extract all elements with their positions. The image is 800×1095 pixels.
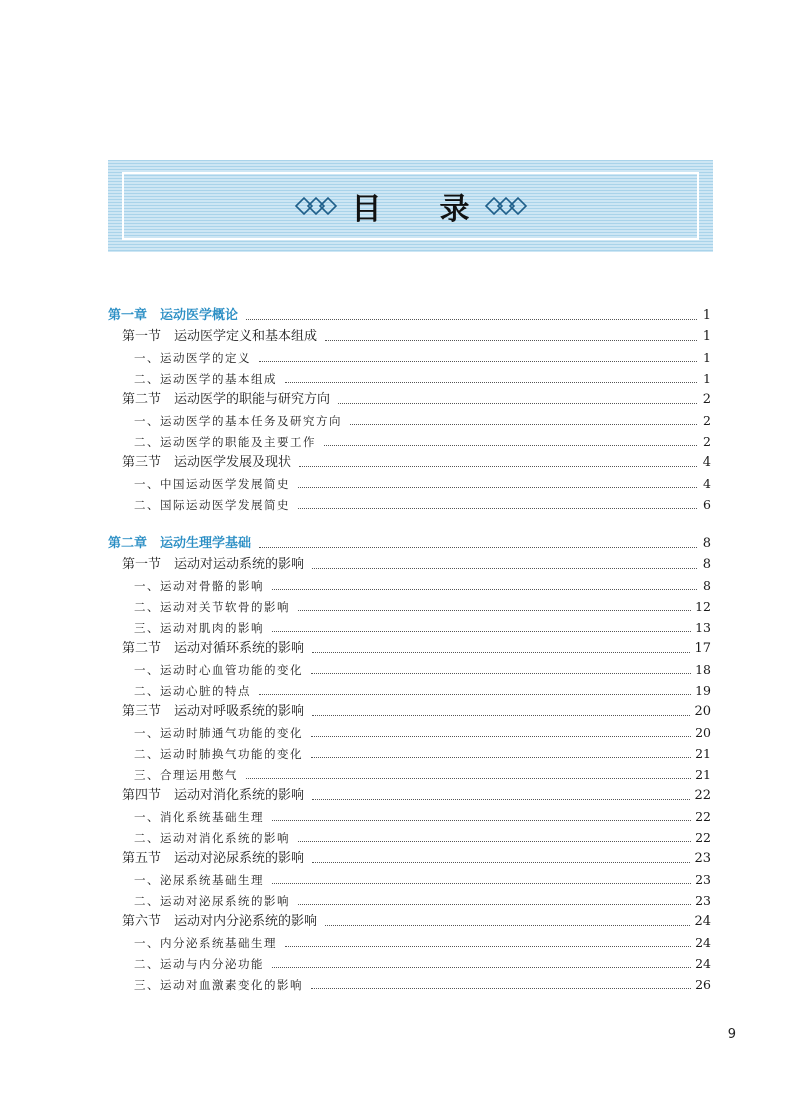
toc-entry-title: 二、运动对消化系统的影响 (134, 831, 290, 845)
toc-section-row[interactable] (122, 704, 711, 720)
dot-leader (272, 882, 691, 884)
dot-leader (285, 945, 691, 947)
dot-leader (298, 840, 691, 842)
toc-page-number: 19 (695, 683, 711, 698)
toc-item-row[interactable] (134, 434, 711, 450)
toc-page-number: 1 (702, 308, 711, 323)
toc-item-row[interactable] (134, 683, 711, 699)
toc-section-row[interactable] (122, 641, 711, 657)
toc-page-number: 21 (695, 746, 711, 761)
toc-page-number: 20 (695, 725, 711, 740)
toc-item-row[interactable] (134, 977, 711, 993)
dot-leader (272, 966, 691, 968)
dot-leader (312, 567, 697, 569)
dot-leader (259, 546, 697, 548)
dot-leader (325, 339, 697, 341)
toc-item-row[interactable] (134, 767, 711, 783)
toc-page-number: 18 (695, 662, 711, 677)
dot-leader (246, 777, 691, 779)
dot-leader (312, 651, 690, 653)
toc-entry-title: 一、中国运动医学发展简史 (134, 477, 290, 491)
dot-leader (325, 924, 690, 926)
toc-entry-title: 第三节 运动对呼吸系统的影响 (122, 704, 305, 719)
dot-leader (259, 693, 691, 695)
toc-item-row[interactable] (134, 746, 711, 762)
toc-item-row[interactable] (134, 830, 711, 846)
toc-page-number: 24 (694, 914, 711, 929)
toc-page-number: 12 (695, 599, 711, 614)
toc-item-row[interactable] (134, 872, 711, 888)
dot-leader (324, 444, 697, 446)
toc-item-row[interactable] (134, 809, 711, 825)
toc-entry-title: 二、国际运动医学发展简史 (134, 498, 290, 512)
toc-page-number: 2 (703, 434, 711, 449)
toc-page-number: 23 (695, 872, 711, 887)
dot-leader (311, 756, 691, 758)
toc-entry-title: 二、运动对泌尿系统的影响 (134, 894, 290, 908)
toc-page-number: 13 (695, 620, 711, 635)
toc-chapter-row[interactable] (108, 308, 711, 324)
toc-entry-title: 第六节 运动对内分泌系统的影响 (122, 914, 318, 929)
left-diamond-ornament (294, 195, 340, 217)
toc-item-row[interactable] (134, 413, 711, 429)
toc-entry-title: 第四节 运动对消化系统的影响 (122, 788, 305, 803)
dot-leader (311, 987, 691, 989)
toc-page-number: 22 (695, 830, 711, 845)
toc-page-number: 23 (694, 851, 711, 866)
toc-page-number: 22 (694, 788, 711, 803)
toc-entry-title: 第二节 运动对循环系统的影响 (122, 641, 305, 656)
toc-page-number: 8 (702, 536, 711, 551)
toc-entry-title: 二、运动医学的职能及主要工作 (134, 435, 316, 449)
toc-page-number: 1 (703, 350, 711, 365)
toc-item-row[interactable] (134, 371, 711, 387)
page-number: 9 (727, 1027, 736, 1042)
toc-section-row[interactable] (122, 851, 711, 867)
toc-entry-title: 三、合理运用憋气 (134, 768, 238, 782)
toc-page-number: 2 (703, 413, 711, 428)
right-diamond-ornament (482, 195, 528, 217)
dot-leader (298, 507, 697, 509)
toc-item-row[interactable] (134, 956, 711, 972)
toc-entry-title: 二、运动心脏的特点 (134, 684, 251, 698)
toc-page-number: 8 (703, 578, 711, 593)
toc-page-number: 24 (695, 935, 711, 950)
toc-page-number: 1 (702, 329, 711, 344)
toc-item-row[interactable] (134, 599, 711, 615)
toc-section-row[interactable] (122, 455, 711, 471)
dot-leader (312, 861, 690, 863)
toc-page-number: 20 (694, 704, 711, 719)
toc-item-row[interactable] (134, 662, 711, 678)
toc-entry-title: 二、运动与内分泌功能 (134, 957, 264, 971)
toc-section-row[interactable] (122, 557, 711, 573)
toc-item-row[interactable] (134, 893, 711, 909)
toc-page-number: 23 (695, 893, 711, 908)
page-title-char-1: 目 (351, 192, 382, 227)
toc-chapter-row[interactable] (108, 536, 711, 552)
toc-section-row[interactable] (122, 329, 711, 345)
toc-entry-title: 第五节 运动对泌尿系统的影响 (122, 851, 305, 866)
toc-item-row[interactable] (134, 620, 711, 636)
dot-leader (259, 360, 697, 362)
toc-entry-title: 一、运动医学的基本任务及研究方向 (134, 414, 342, 428)
toc-page-number: 24 (695, 956, 711, 971)
dot-leader (298, 903, 691, 905)
toc-entry-title: 二、运动对关节软骨的影响 (134, 600, 290, 614)
dot-leader (246, 318, 697, 320)
toc-page-number: 26 (695, 977, 711, 992)
toc-section-row[interactable] (122, 914, 711, 930)
toc-section-row[interactable] (122, 788, 711, 804)
dot-leader (312, 714, 690, 716)
toc-entry-title: 一、运动时心血管功能的变化 (134, 663, 303, 677)
toc-entry-title: 第三节 运动医学发展及现状 (122, 455, 292, 470)
toc-page-number: 22 (695, 809, 711, 824)
toc-entry-title: 第二节 运动医学的职能与研究方向 (122, 392, 331, 407)
dot-leader (350, 423, 697, 425)
toc-page-number: 1 (703, 371, 711, 386)
toc-page-number: 6 (703, 497, 711, 512)
toc-page-number: 4 (702, 455, 711, 470)
toc-entry-title: 一、运动对骨骼的影响 (134, 579, 264, 593)
dot-leader (338, 402, 697, 404)
page-title-char-2: 录 (439, 192, 470, 227)
dot-leader (311, 735, 691, 737)
toc-entry-title: 三、运动对血激素变化的影响 (134, 978, 303, 992)
toc-entry-title: 一、运动时肺通气功能的变化 (134, 726, 303, 740)
toc-entry-title: 二、运动时肺换气功能的变化 (134, 747, 303, 761)
dot-leader (272, 819, 691, 821)
toc-entry-title: 第一章 运动医学概论 (108, 308, 239, 323)
toc-entry-title: 一、运动医学的定义 (134, 351, 251, 365)
toc-entry-title: 一、内分泌系统基础生理 (134, 936, 277, 950)
dot-leader (311, 672, 691, 674)
dot-leader (272, 588, 697, 590)
title-frame (122, 172, 699, 240)
dot-leader (285, 381, 697, 383)
toc-page-number: 17 (694, 641, 711, 656)
toc-page-number: 21 (695, 767, 711, 782)
dot-leader (272, 630, 691, 632)
toc-entry-title: 一、泌尿系统基础生理 (134, 873, 264, 887)
toc-item-row[interactable] (134, 935, 711, 951)
dot-leader (299, 465, 697, 467)
toc-page-number: 4 (703, 476, 711, 491)
toc-item-row[interactable] (134, 497, 711, 513)
toc-page-number: 2 (702, 392, 711, 407)
dot-leader (312, 798, 690, 800)
dot-leader (298, 486, 697, 488)
dot-leader (298, 609, 691, 611)
title-banner (108, 160, 713, 252)
toc-item-row[interactable] (134, 476, 711, 492)
toc-item-row[interactable] (134, 725, 711, 741)
toc-item-row[interactable] (134, 578, 711, 594)
toc-entry-title: 第一节 运动对运动系统的影响 (122, 557, 305, 572)
toc-entry-title: 一、消化系统基础生理 (134, 810, 264, 824)
toc-entry-title: 二、运动医学的基本组成 (134, 372, 277, 386)
toc-entry-title: 第二章 运动生理学基础 (108, 536, 252, 551)
toc-entry-title: 三、运动对肌肉的影响 (134, 621, 264, 635)
toc-item-row[interactable] (134, 350, 711, 366)
toc-section-row[interactable] (122, 392, 711, 408)
toc-page-number: 8 (702, 557, 711, 572)
toc-entry-title: 第一节 运动医学定义和基本组成 (122, 329, 318, 344)
